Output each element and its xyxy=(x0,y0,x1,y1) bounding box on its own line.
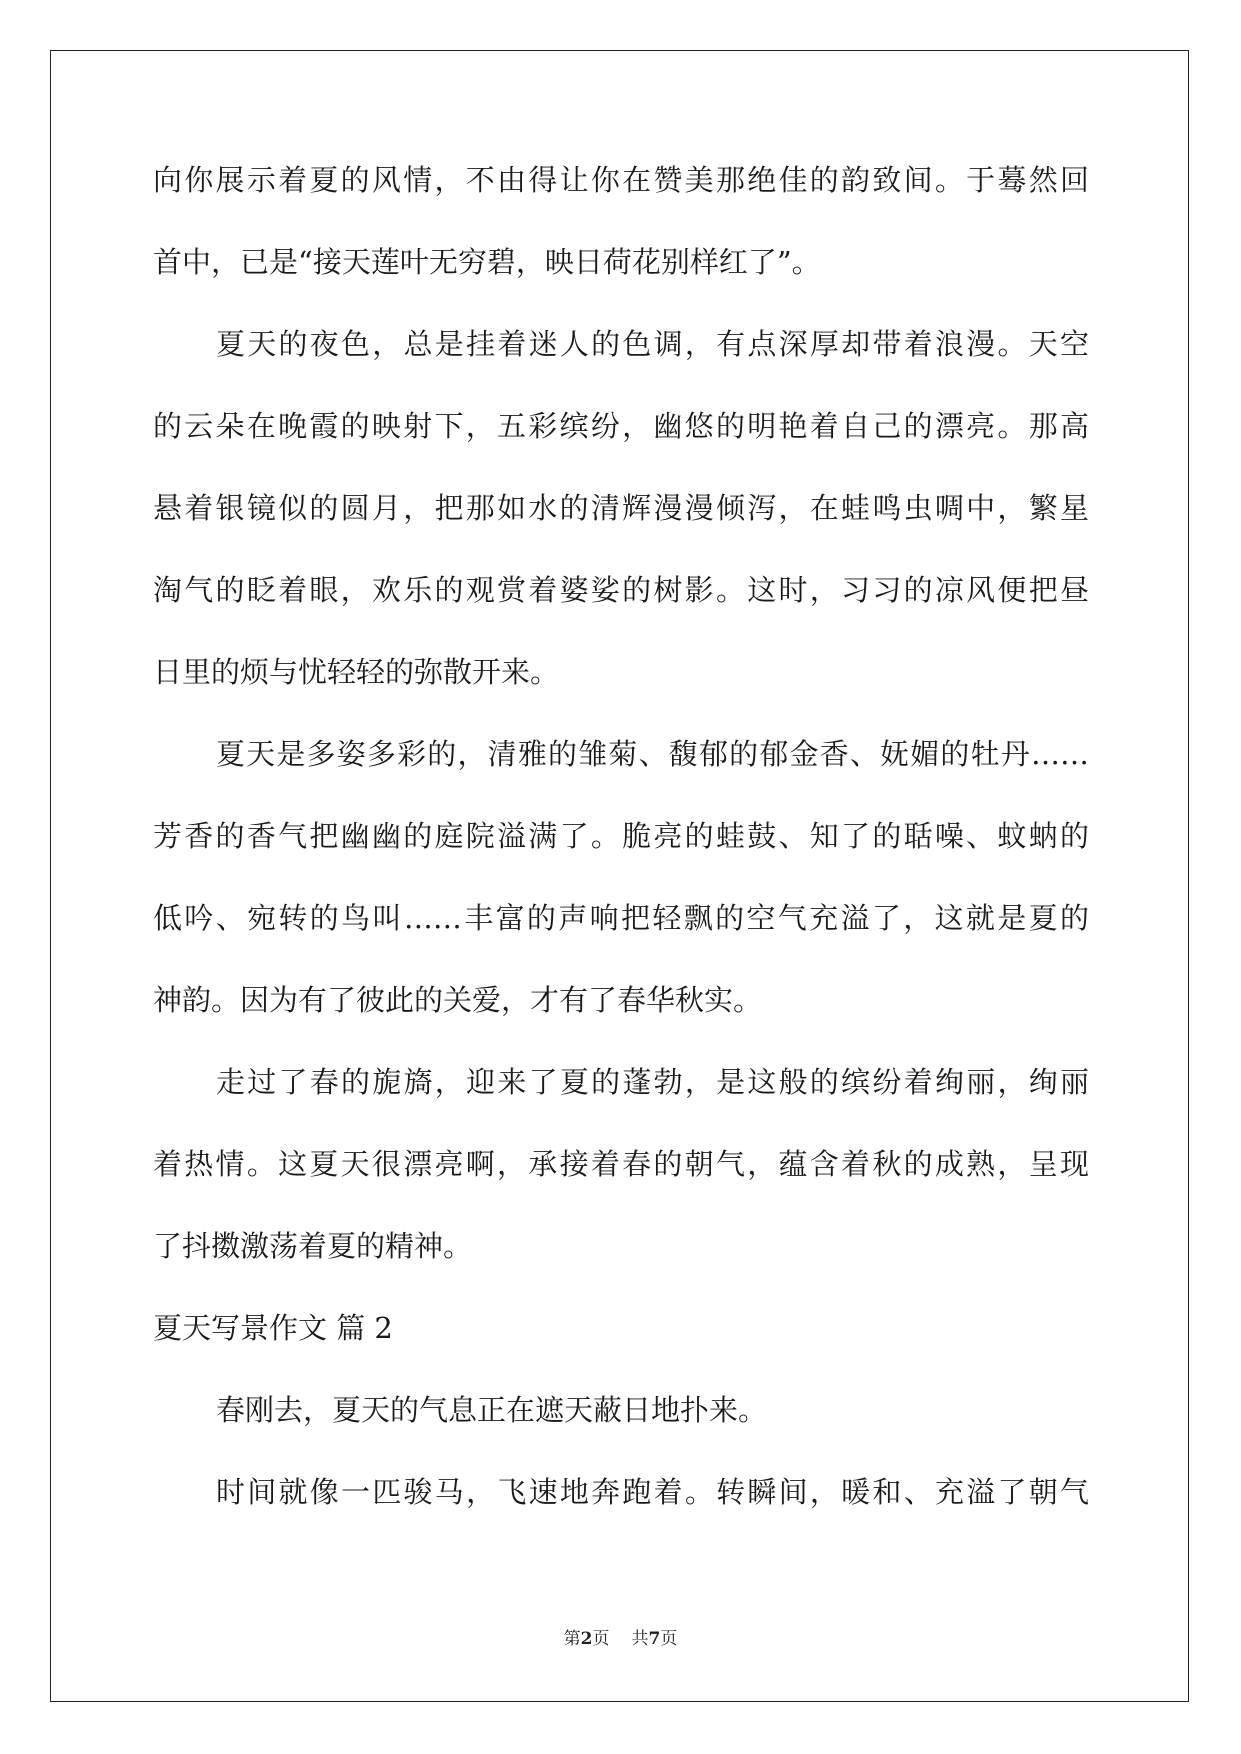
body-line-2: 首中，已是“接天莲叶无穷碧，映日荷花别样红了”。 xyxy=(153,245,821,279)
body-line-11: 神韵。因为有了彼此的关爱，才有了春华秋实。 xyxy=(153,983,763,1017)
footer-page-suffix: 页 xyxy=(592,1629,610,1649)
body-line-1: 向你展示着夏的风情，不由得让你在赞美那绝佳的韵致间。于蓦然回 xyxy=(153,163,1089,197)
footer-total-pages: 7 xyxy=(648,1629,661,1649)
body-line-12: 走过了春的旎旖，迎来了夏的蓬勃，是这般的缤纷着绚丽，绚丽 xyxy=(216,1065,1089,1099)
body-line-9: 芳香的香气把幽幽的庭院溢满了。脆亮的蛙鼓、知了的聒噪、蚊蚋的 xyxy=(153,819,1089,853)
body-line-3: 夏天的夜色，总是挂着迷人的色调，有点深厚却带着浪漫。天空 xyxy=(216,327,1089,361)
footer-total-suffix: 页 xyxy=(660,1629,678,1649)
body-line-6: 淘气的眨着眼，欢乐的观赏着婆娑的树影。这时，习习的凉风便把昼 xyxy=(153,573,1089,607)
body-line-16: 春刚去，夏天的气息正在遮天蔽日地扑来。 xyxy=(216,1393,768,1427)
body-line-17: 时间就像一匹骏马，飞速地奔跑着。转瞬间，暖和、充溢了朝气 xyxy=(216,1475,1089,1509)
body-line-4: 的云朵在晚霞的映射下，五彩缤纷，幽悠的明艳着自己的漂亮。那高 xyxy=(153,409,1089,443)
page-footer xyxy=(0,1624,1241,1649)
body-line-7: 日里的烦与忧轻轻的弥散开来。 xyxy=(153,655,560,689)
document-body xyxy=(153,163,1089,1509)
section-heading: 夏天写景作文 篇 2 xyxy=(153,1311,393,1345)
body-line-10: 低吟、宛转的鸟叫……丰富的声响把轻飘的空气充溢了，这就是夏的 xyxy=(153,901,1089,935)
body-line-14: 了抖擞激荡着夏的精神。 xyxy=(153,1229,473,1263)
footer-current-page: 2 xyxy=(580,1629,593,1649)
body-line-5: 悬着银镜似的圆月，把那如水的清辉漫漫倾泻，在蛙鸣虫啁中，繁星 xyxy=(153,491,1089,525)
footer-prefix: 第 xyxy=(563,1629,581,1649)
body-line-8: 夏天是多姿多彩的，清雅的雏菊、馥郁的郁金香、妩媚的牡丹…… xyxy=(216,737,1089,771)
body-line-13: 着热情。这夏天很漂亮啊，承接着春的朝气，蕴含着秋的成熟，呈现 xyxy=(153,1147,1089,1181)
footer-total-prefix: 共 xyxy=(631,1629,649,1649)
